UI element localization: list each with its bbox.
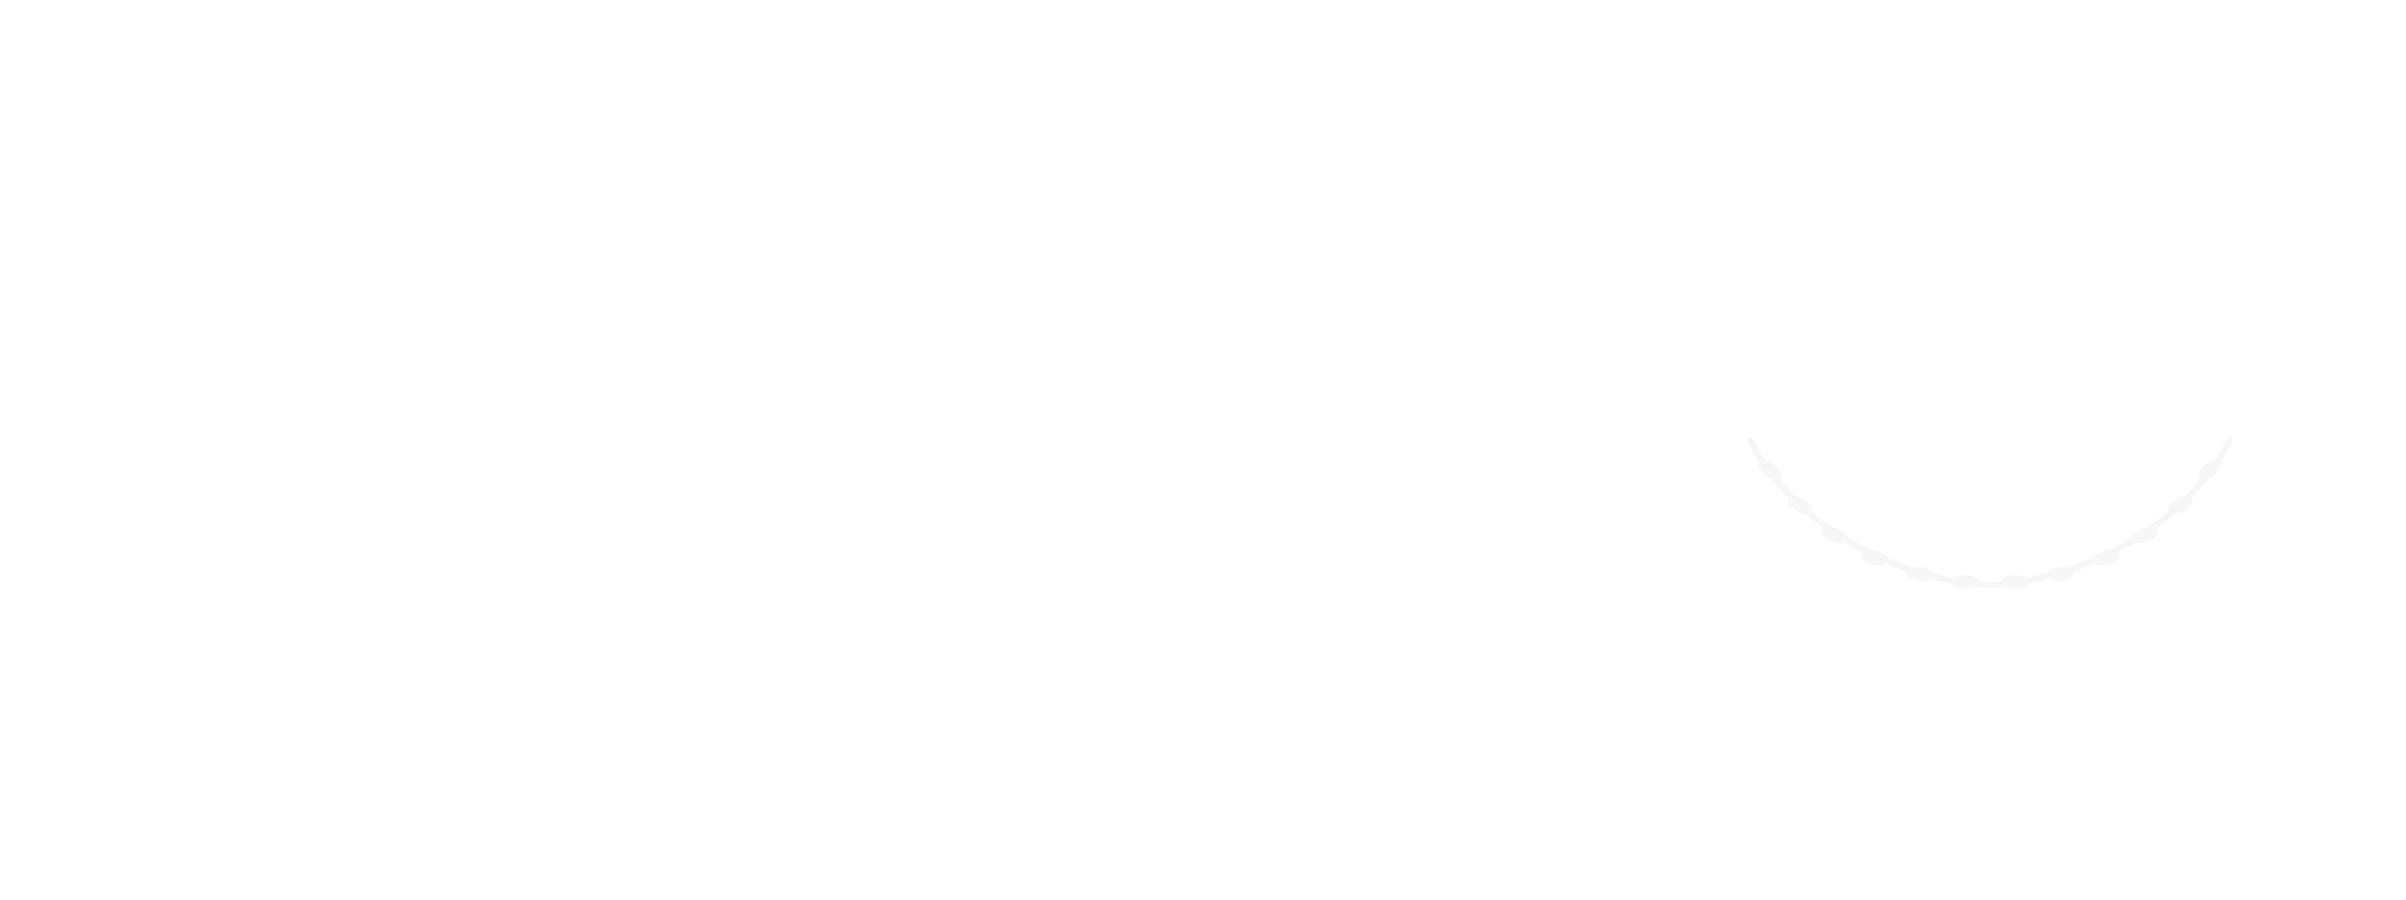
wreath-branch <box>1750 440 2230 585</box>
laurel-wreath-icon <box>1730 400 2250 620</box>
wreath-leaf <box>1951 575 1979 589</box>
faint-caption <box>1760 810 2220 870</box>
wreath-leaf <box>2001 575 2029 589</box>
